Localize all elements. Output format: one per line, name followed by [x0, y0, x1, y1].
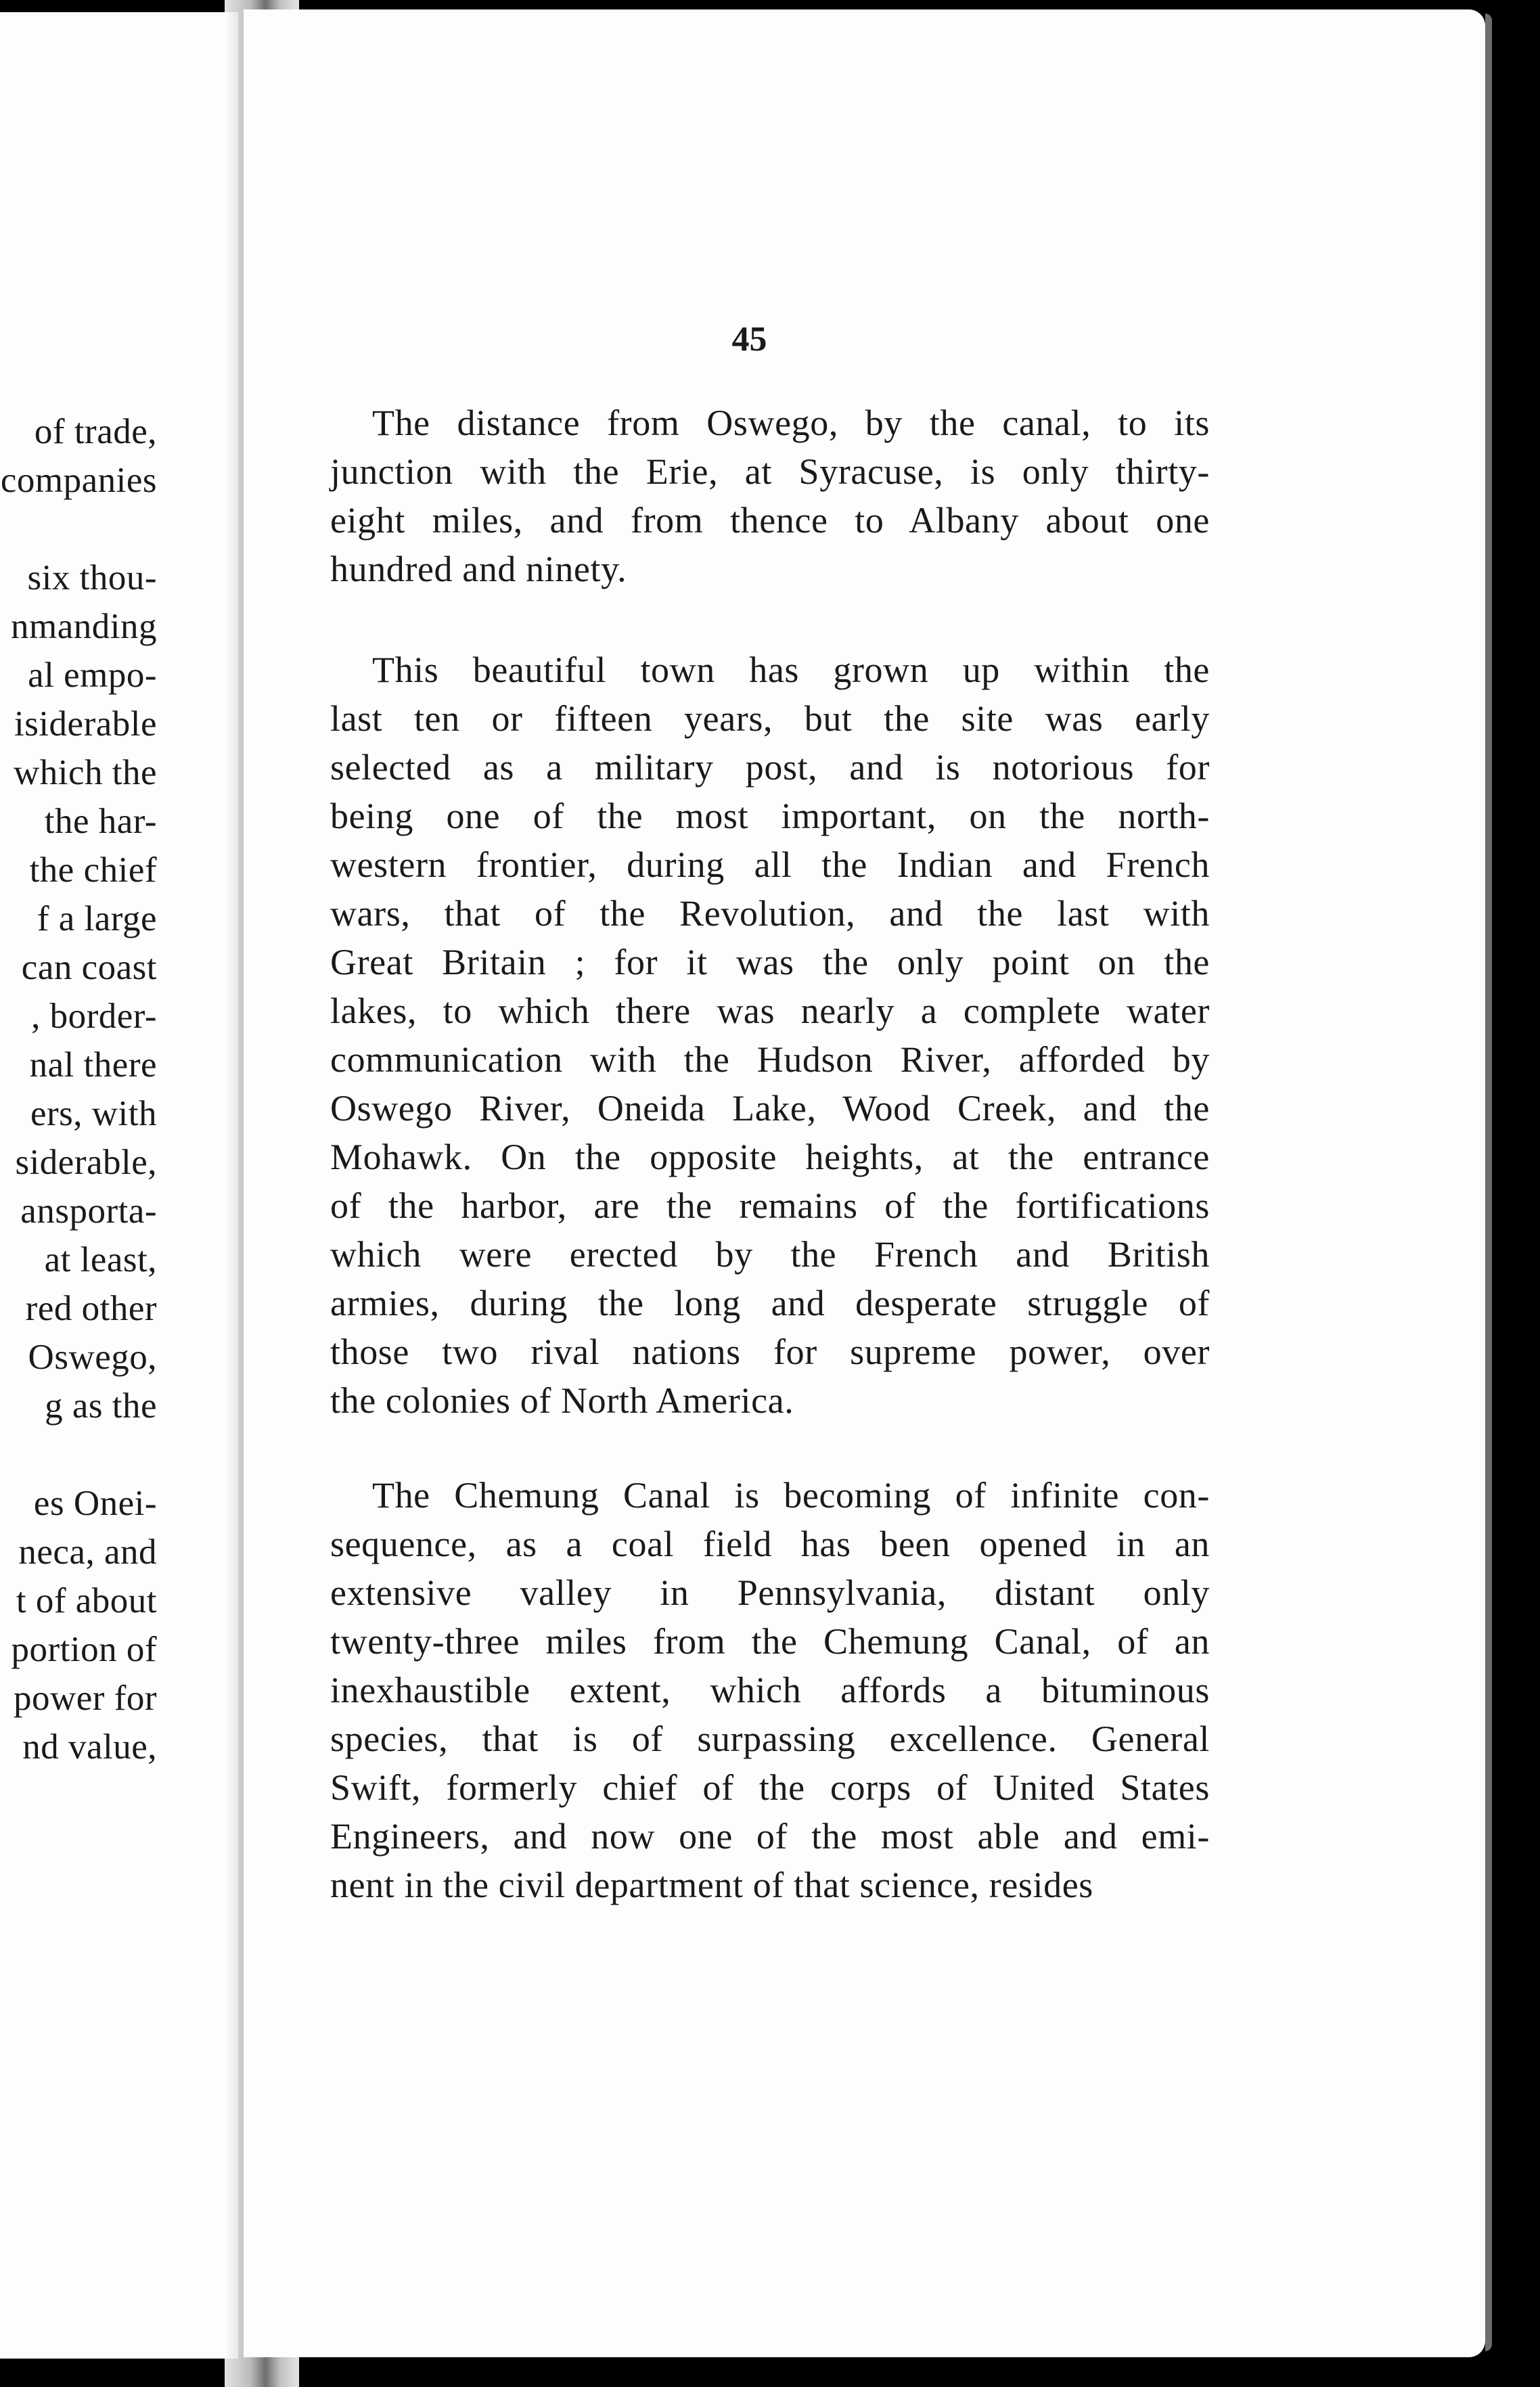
text-line: Mohawk. On the opposite heights, at the entrance	[330, 1137, 1210, 1177]
page-number: 45	[731, 320, 767, 359]
text-line: The distance from Oswego, by the canal, to its	[372, 403, 1210, 443]
left-page-line: , border-	[31, 997, 157, 1036]
left-page-line: g as the	[45, 1386, 157, 1426]
left-page-line: f a large	[37, 899, 157, 938]
left-page-line: isiderable	[14, 704, 157, 744]
text-line: selected as a military post, and is notorious for	[330, 747, 1210, 788]
text-line: inexhaustible extent, which affords a bituminous	[330, 1670, 1210, 1710]
left-page-line: ansporta-	[20, 1191, 157, 1231]
left-page-line: ers, with	[30, 1094, 157, 1133]
left-page-line: six thou-	[27, 558, 157, 597]
text-line: species, that is of surpassing excellence. General	[330, 1719, 1210, 1759]
text-line: the colonies of North America.	[330, 1380, 794, 1421]
left-page-line: the har-	[44, 802, 157, 841]
text-line: last ten or fifteen years, but the site was early	[330, 698, 1210, 739]
left-page-line: neca, and	[18, 1532, 157, 1572]
text-line: Great Britain ; for it was the only point on the	[330, 942, 1210, 982]
left-page-line: nal there	[29, 1045, 157, 1085]
page-edge	[1485, 14, 1492, 2351]
text-line: armies, during the long and desperate struggle of	[330, 1283, 1210, 1323]
text-line: Swift, formerly chief of the corps of United States	[330, 1767, 1210, 1808]
left-page-line: of trade,	[34, 412, 157, 451]
text-line: sequence, as a coal field has been opened in an	[330, 1524, 1210, 1564]
text-line: This beautiful town has grown up within the	[372, 650, 1210, 690]
text-line: which were erected by the French and British	[330, 1234, 1210, 1275]
left-page-line: es Onei-	[33, 1484, 157, 1523]
text-line: being one of the most important, on the north-	[330, 796, 1210, 836]
left-page-line: nd value,	[22, 1727, 157, 1767]
text-line: western frontier, during all the Indian and French	[330, 844, 1210, 885]
paragraph-3	[330, 1471, 1210, 1909]
left-page-line: the chief	[29, 850, 157, 890]
text-line: Oswego River, Oneida Lake, Wood Creek, and the	[330, 1088, 1210, 1129]
text-line: extensive valley in Pennsylvania, distant only	[330, 1572, 1210, 1613]
left-page	[0, 12, 238, 2359]
text-line: nent in the civil department of that science, resides	[330, 1865, 1093, 1905]
left-page-line: power for	[14, 1679, 157, 1718]
paragraph-2	[330, 645, 1210, 1425]
text-line: twenty-three miles from the Chemung Canal, of an	[330, 1621, 1210, 1662]
left-page-line: al empo-	[28, 656, 157, 695]
left-page-line: portion of	[11, 1630, 157, 1669]
left-page-line: at least,	[44, 1240, 157, 1279]
text-line: communication with the Hudson River, afforded by	[330, 1039, 1210, 1080]
text-line: those two rival nations for supreme power, over	[330, 1332, 1210, 1372]
left-page-line: nmanding	[11, 607, 157, 646]
left-page-line: red other	[25, 1289, 157, 1328]
text-line: Engineers, and now one of the most able and emi-	[330, 1816, 1210, 1857]
text-line: of the harbor, are the remains of the fortifications	[330, 1185, 1210, 1226]
text-line: wars, that of the Revolution, and the last with	[330, 893, 1210, 934]
text-line: lakes, to which there was nearly a complete water	[330, 991, 1210, 1031]
left-page-line: Oswego,	[28, 1338, 157, 1377]
left-page-line: companies	[0, 461, 157, 500]
left-page-line: siderable,	[15, 1143, 157, 1182]
left-page-line: can coast	[21, 948, 157, 987]
text-line: junction with the Erie, at Syracuse, is only thirty-	[330, 451, 1210, 492]
left-page-line: which the	[13, 753, 157, 792]
right-page	[244, 9, 1485, 2357]
left-page-line: t of about	[16, 1581, 157, 1620]
text-line: hundred and ninety.	[330, 549, 627, 589]
text-line: eight miles, and from thence to Albany about one	[330, 500, 1210, 541]
text-line: The Chemung Canal is becoming of infinite con-	[372, 1475, 1210, 1516]
paragraph-1	[330, 399, 1210, 593]
